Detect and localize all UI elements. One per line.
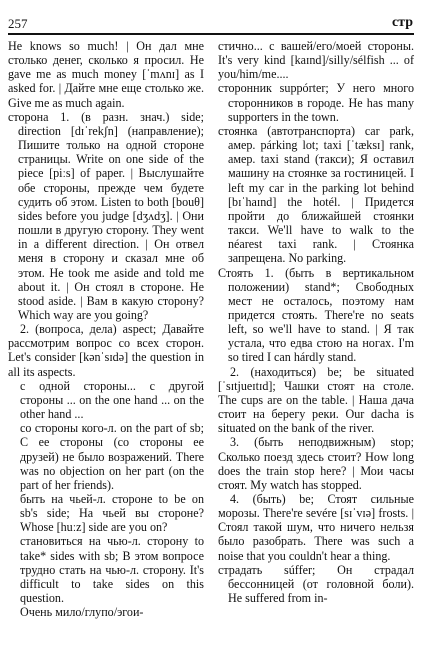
sense-storona-2: 2. (вопроса, дела) aspect; Давайте рассмотрим вопрос со всех сторон. Let's consider [kənˈsɪdə] the question in all its aspects. xyxy=(8,322,204,379)
phrase-so-storony: со стороны кого-л. on the part of sb; С ее стороны (со стороны ее друзей) не было возражений. There was no objection on her part (on the part of her friends). xyxy=(20,421,204,492)
entry-storonnik: сторонник suppórter; У него много сторонников в городе. He has many supporters in the town. xyxy=(218,81,414,124)
sense-stoyat-4: 4. (быть) be; Стоят сильные морозы. There're sevére [sɪˈvɪə] frosts. | Стоял такой шум, что ничего нельзя было разобрать. There was such a noise that you couldn't hear a thing. xyxy=(218,492,414,563)
entry-storona: сторона 1. (в разн. знач.) side; direction [dɪˈrekʃn] (направление); Пишите только на одной стороне страницы. Write on one side of the piece [piːs] of paper. | Выслушайте обе стороны, прежде чем будете судить об этом. Listen to both [bouθ] sides before you judge [dʒʌdʒ]. | Они пошли в другую сторону. They went in a different direction. | Он отвел меня в сторону и сказал мне об этом. He took me aside and told me about it. | Он стоял в стороне. He stood aside. | Вам в какую сторону? Which way are you going? xyxy=(8,109,204,322)
left-column xyxy=(8,39,204,619)
page-header xyxy=(0,0,422,34)
phrase-continuation: стично... с вашей/его/моей стороны. It's very kind [kaɪnd]/silly/sélfish ... of you/him/me.... xyxy=(218,39,414,82)
header-rule xyxy=(8,33,414,35)
page-number: 257 xyxy=(8,16,28,31)
phrase-s-odnoy-storony: с одной стороны... с другой стороны ... on the one hand ... on the other hand ... xyxy=(20,378,204,422)
sense-stoyat-2: 2. (находиться) be; be situated [ˈsɪtjueɪtɪd]; Чашки стоят на столе. The cups are on the table. | Наша дача стоит на берегу реки. Our dacha is situated on the bank of the river. xyxy=(218,364,414,436)
running-head: стр xyxy=(391,15,413,30)
phrase-ochen-milo: Очень мило/глупо/эгои- xyxy=(20,605,144,620)
continuation-text: He knows so much! | Он дал мне столько денег, сколько я просил. He gave me as much money [ˈmʌnɪ] as I asked for. | Дайте мне еще столько же. Give me as much again. xyxy=(8,39,204,110)
right-column xyxy=(218,39,414,605)
phrase-stanovitsya: становиться на чью-л. сторону to take* sides with sb; В этом вопросе трудно стать на чью-л. сторону. It's difficult to take sides on this question. xyxy=(20,534,204,606)
entry-stoyanka: стоянка (автотранспорта) car park, амер. párking lot; taxi [ˈtæksɪ] rank, амер. taxi stand (такси); Я оставил машину на стоянке за гостиницей. I left my car in the parking lot behind [bɪˈhaɪnd] the hotél. | Придется пройти до ближайшей стоянки такси. We'll have to walk to the néarest taxi rank. | Стоянка запрещена. No parking. xyxy=(218,123,414,266)
entry-stradat: страдать súffer; Он страдал бессонницей (от головной боли). He suffered from in- xyxy=(218,562,414,606)
sense-stoyat-3: 3. (быть неподвижным) stop; Сколько поезд здесь стоит? How long does the train stop here? | Мои часы стоят. My watch has stopped. xyxy=(218,435,414,492)
phrase-byt-na-storone: быть на чьей-л. стороне to be on sb's side; На чьей вы стороне? Whose [huːz] side are you on? xyxy=(20,492,204,535)
entry-stoyat: Стоять 1. (быть в вертикальном положении) stand*; Свободных мест не осталось, поэтому нам придется стоять. There're no seats left, so we'll have to stand. | Я так устала, что едва стою на ногах. I'm so tired I can hárdly stand. xyxy=(218,265,414,365)
